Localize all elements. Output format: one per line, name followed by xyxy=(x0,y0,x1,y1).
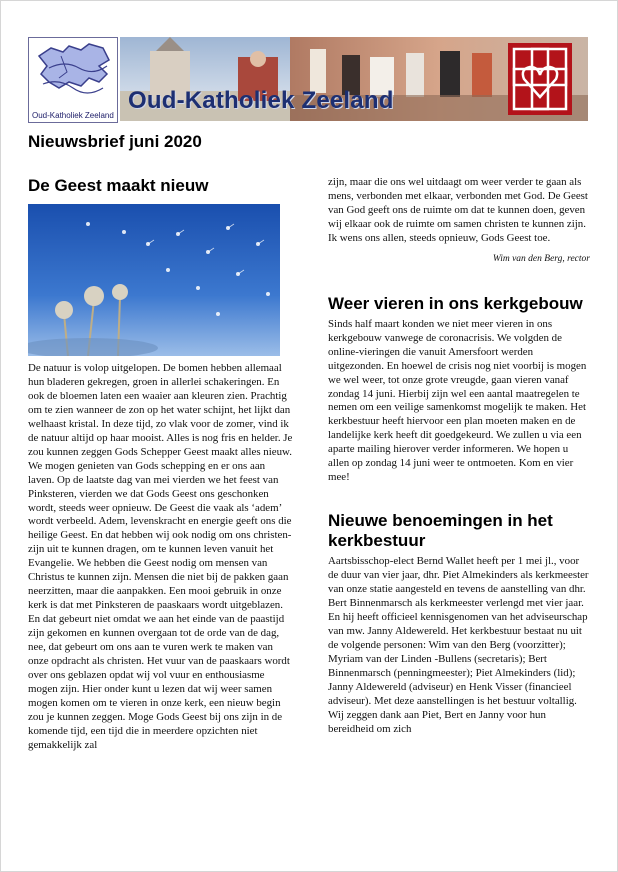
right-column xyxy=(328,176,590,737)
signature: Wim van den Berg, rector xyxy=(492,253,590,264)
left-column xyxy=(28,176,293,753)
banner-title: Oud-Katholiek Zeeland xyxy=(128,87,394,114)
header-banner xyxy=(28,37,588,121)
article-heading: Weer vieren in ons kerkgebouw xyxy=(328,293,583,313)
emblem xyxy=(508,43,572,115)
newsletter-title: Nieuwsbrief juni 2020 xyxy=(28,132,202,151)
article-body: Aartsbisschop-elect Bernd Wallet heeft per 1 mei jl., voor de duur van vier jaar, dhr. Piet Almekinders als kerkmeester van onze statie aangesteld en tevens de aanstelling van dhr. Bert Binnenmarsch als kerkmeester verlengd met vier jaar. En hij heeft officieel kennisgenomen van het adviseurschap van mw. Janny Aldewereld. Het kerkbestuur bestaat nu uit de volgende personen: Wim van den Berg (voorzitter); Myriam van der Linden -Bullens (secretaris); Bert Binnenmarsch (penningmeester); Piet Almekinders (lid); Janny Aldewereld (adviseur) en Henk Visser (financieel adviseur). Met deze aanstellingen is het bestuur voltallig. Wij zeggen dank aan Piet, Bert en Janny voor hun bereidheid om zich xyxy=(328,555,589,735)
article-heading: De Geest maakt nieuw xyxy=(28,176,209,195)
dandelion-photo-icon xyxy=(28,204,280,356)
logo xyxy=(28,37,118,123)
article-body: Sinds half maart konden we niet meer vieren in ons kerkgebouw vanwege de coronacrisis. We volgden de online-vieringen die vanuit Amersfoort werden uitgezonden. En hoewel de crisis nog niet voorbij is mogen we wel weer, tot onze grote vreugde, gaan vieren vanaf zondag 14 juni. Hierbij zijn wel een aantal maatregelen te nemen om een veilige samenkomst mogelijk te maken. Het kerkbestuur heeft hiervoor een plan moeten maken en de landelijke kerk heeft dit goedgekeurd. We zullen u via een aparte mailing hierover verder informeren. We hopen u allen op zondag 14 juni weer te ontmoeten. Kom en vier mee! xyxy=(328,317,587,484)
cross-heart-emblem-icon xyxy=(508,43,572,115)
article-continuation: zijn, maar die ons wel uitdaagt om weer verder te gaan als mens, verbonden met elkaar, verbonden met God. De Geest van God geeft ons de ruimte om dat te kunnen doen, geven wij elkaar ook de ruimte om samen christen te kunnen zijn. Ik wens ons allen, steeds opnieuw, Gods Geest toe. xyxy=(328,176,588,244)
zeeland-map-logo-icon xyxy=(29,38,117,108)
article-body: De natuur is volop uitgelopen. De bomen hebben allemaal hun bladeren gekregen, groen in allerlei schakeringen. En ook de bloemen laten een waaier aan kleuren zien. Prachtig om te zien wanneer de zon op het water schijnt, het lijkt dan welhaast kristal. In deze tijd, zo vlak voor de zomer, vind ik de natuur altijd op haar mooist. Alles is nog fris en helder. Je zou kunnen zeggen Gods Schepper Geest maakt alles nieuw. We mogen genieten van Gods schepping en er ons aan laven. Op de laatste dag van mei vierden we het feest van Pinksteren, vierden we dat Gods Geest ons geschonken wordt, steeds weer opnieuw. De Geest die vaak als ‘adem’ wordt verbeeld. Adem, levenskracht en energie geeft ons die heilige Geest. En dat hebben wij ook nodig om ons christen-zijn uit te kunnen dragen, om te kunnen leven vanuit het Evangelie. We hebben die Geest nodig om mensen van Christus te kunnen zijn. Mensen die niet bij de pakken gaan neerzitten, maar die aanpakken. Een mooi gebruik in onze kerk is dat met Pinksteren de paaskaars wordt uitgeblazen. En dat gebeurt niet omdat we aan het einde van de paastijd zijn gekomen en kunnen overgaan tot de orde van de dag, nee, dat gebeurt om ons aan te vuren werk te maken van onze opdracht als christen. Het vuur van de paaskaars wordt over ons geblazen opdat wij vol vuur en enthousiasme mogen zijn. Hier onder kunt u lezen dat wij weer samen mogen komen om te vieren in onze kerk, een nieuw begin zou je kunnen zeggen. Moge Gods Geest bij ons zijn in de komende tijd, een tijd die in meerdere opzichten niet gemakkelijk zal xyxy=(28,362,293,751)
article-heading: Nieuwe benoemingen in het kerkbestuur xyxy=(328,511,553,551)
logo-caption: Oud-Katholiek Zeeland xyxy=(32,111,114,120)
